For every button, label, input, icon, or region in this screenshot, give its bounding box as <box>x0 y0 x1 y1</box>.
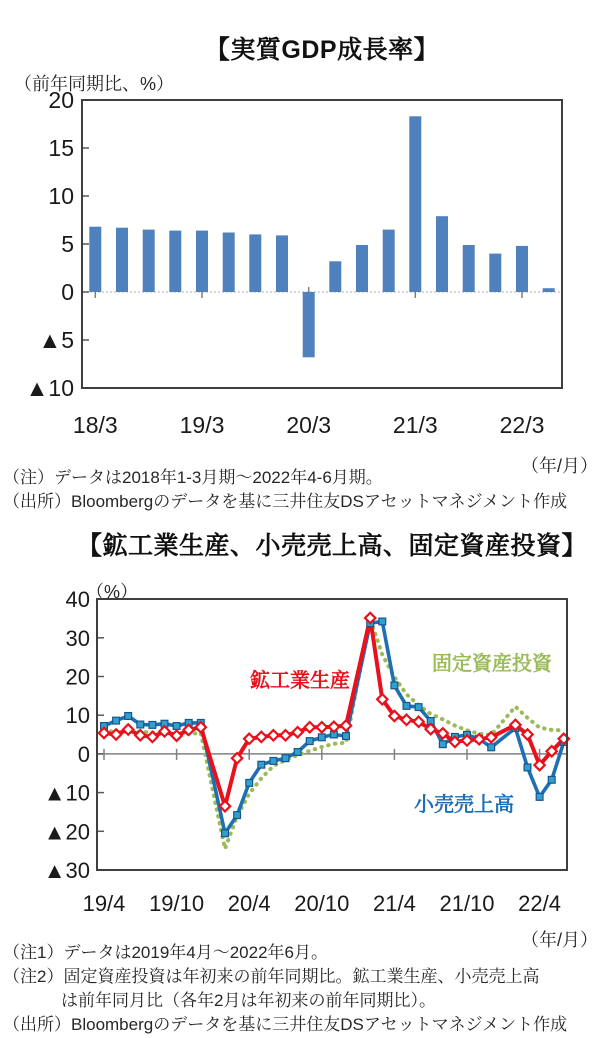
svg-text:0: 0 <box>61 279 74 305</box>
svg-text:19/10: 19/10 <box>149 891 205 916</box>
svg-text:▲20: ▲20 <box>43 819 90 845</box>
svg-text:15: 15 <box>48 135 74 161</box>
gdp-bar-chart <box>0 85 609 480</box>
svg-text:▲10: ▲10 <box>25 375 74 401</box>
svg-text:21/10: 21/10 <box>439 891 495 916</box>
svg-text:30: 30 <box>65 625 90 651</box>
svg-text:▲10: ▲10 <box>43 780 90 806</box>
svg-text:20/3: 20/3 <box>286 412 332 438</box>
svg-text:21/4: 21/4 <box>372 891 416 916</box>
svg-text:18/3: 18/3 <box>72 412 118 438</box>
series-label-retail-sales: 小売売上高 <box>414 794 514 816</box>
series-label-fixed-asset-investment: 固定資産投資 <box>432 653 552 675</box>
activity-source-note: （出所）Bloombergのデータを基に三井住友DSアセットマネジメント作成 <box>3 1015 568 1034</box>
svg-text:20/4: 20/4 <box>227 891 271 916</box>
svg-text:▲30: ▲30 <box>43 858 90 883</box>
activity-line-chart <box>0 520 609 950</box>
svg-text:22/3: 22/3 <box>499 412 545 438</box>
svg-text:19/3: 19/3 <box>179 412 225 438</box>
activity-note-2: （注2）固定資産投資は年初来の前年同期比。鉱工業生産、小売売上高 <box>3 967 540 986</box>
svg-text:20: 20 <box>65 664 90 690</box>
svg-text:0: 0 <box>77 741 90 767</box>
gdp-y-unit-label: （前年同期比、%） <box>14 74 175 94</box>
svg-text:21/3: 21/3 <box>392 412 438 438</box>
svg-text:▲5: ▲5 <box>38 327 74 353</box>
gdp-x-unit-label: （年/月） <box>520 456 598 476</box>
gdp-source-note: （出所）Bloombergのデータを基に三井住友DSアセットマネジメント作成 <box>3 492 568 511</box>
svg-text:40: 40 <box>65 587 90 613</box>
gdp-note: （注）データは2018年1-3月期～2022年4-6月期。 <box>3 468 383 487</box>
svg-text:10: 10 <box>65 703 90 729</box>
svg-text:20: 20 <box>48 87 74 113</box>
gdp-chart-title: 【実質GDP成長率】 <box>204 36 440 64</box>
svg-text:20/10: 20/10 <box>294 891 350 916</box>
series-label-industrial-production: 鉱工業生産 <box>250 670 350 692</box>
activity-note-2-continued: は前年同月比（各年2月は年初来の前年同期比）。 <box>61 991 436 1010</box>
svg-text:22/4: 22/4 <box>518 891 562 916</box>
svg-text:10: 10 <box>48 183 74 209</box>
activity-chart-title: 【鉱工業生産、小売売上高、固定資産投資】 <box>76 532 587 560</box>
activity-y-unit-label: （%） <box>86 582 139 602</box>
svg-text:19/4: 19/4 <box>82 891 126 916</box>
activity-note-1: （注1）データは2019年4月～2022年6月。 <box>3 943 328 962</box>
svg-text:5: 5 <box>61 231 74 257</box>
activity-x-unit-label: （年/月） <box>520 930 598 950</box>
